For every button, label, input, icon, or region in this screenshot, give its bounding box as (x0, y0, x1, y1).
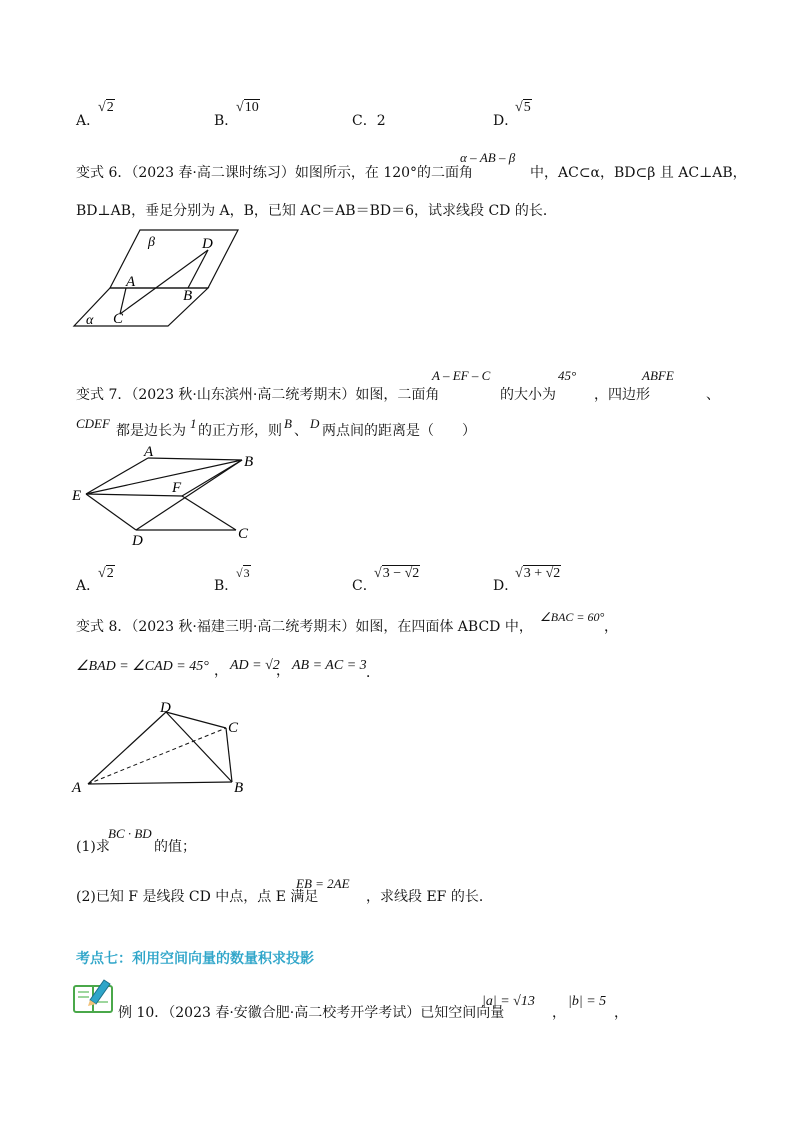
notebook-pencil-icon (72, 976, 114, 1016)
option-b: B． (214, 113, 239, 129)
example10-b-norm: |b| = 5 (568, 994, 607, 1009)
variant8-comma-b: ， (276, 663, 290, 679)
q1-expr: BC · BD (108, 826, 152, 841)
variant8-angles: ∠BAD = ∠CAD = 45° (76, 659, 209, 674)
option2-b: B． (214, 578, 239, 594)
variant6-figure (70, 222, 250, 332)
option2-c-value: √3 − √2 (374, 566, 420, 581)
option2-a: A． (76, 578, 101, 594)
option2-c: C． (352, 578, 377, 594)
variant6-mid: 中，AC⊂α，BD⊂β 且 AC⊥AB， (530, 165, 747, 181)
label-beta: β (148, 235, 155, 250)
variant7-comma: 、 (706, 387, 720, 403)
example10-tail: ， (614, 1005, 628, 1021)
variant7-d: D (310, 416, 320, 431)
label-D7: D (132, 533, 143, 549)
variant8-comma: ， (604, 619, 618, 635)
variant7-line2: 都是边长为 (116, 423, 186, 439)
q1-post: 的值； (154, 839, 196, 855)
option2-b-value: √3 (236, 566, 250, 580)
label-C: C (113, 311, 124, 327)
option-b-value: √10 (236, 100, 259, 115)
label-F7: F (172, 480, 182, 496)
label-A: A (126, 274, 136, 290)
variant6-line2: BD⊥AB，垂足分别为 A，B，已知 AC＝AB＝BD＝6，试求线段 CD 的长． (76, 203, 557, 219)
variant7-one: 1 (190, 416, 197, 431)
q2-expr: EB = 2AE (296, 876, 350, 891)
variant7-line2c: 两点间的距离是（ ） (322, 423, 476, 439)
option-d: D． (493, 113, 519, 129)
option-a: A． (76, 113, 101, 129)
label-C7: C (238, 526, 249, 542)
variant7-cdef: CDEF (76, 416, 110, 431)
label-A7: A (144, 444, 154, 460)
option-c: C．2 (352, 113, 386, 129)
label-B: B (183, 288, 193, 304)
example10-a-norm: |a| = √13 (482, 994, 535, 1009)
option-a-value: √2 (98, 100, 114, 115)
variant7-quad-text: ，四边形 (594, 387, 650, 403)
q1-pre: (1)求 (76, 839, 110, 855)
variant8-period: ． (366, 665, 380, 681)
q2-post: ，求线段 EF 的长． (366, 889, 493, 905)
variant7-lead: 变式 7．（2023 秋·山东滨州·高二统考期末）如图，二面角 (76, 387, 440, 403)
label-C8: C (228, 720, 239, 736)
variant8-bac: ∠BAC = 60° (540, 610, 605, 624)
variant7-b: B (284, 416, 292, 431)
variant8-lead: 变式 8．（2023 秋·福建三明·高二统考期末）如图，在四面体 ABCD 中， (76, 619, 533, 635)
variant7-sep: 、 (294, 423, 308, 439)
section-7-title: 考点七：利用空间向量的数量积求投影 (76, 951, 314, 967)
variant6-lead: 变式 6．（2023 春·高二课时练习）如图所示，在 120°的二面角 (76, 165, 474, 181)
label-D8: D (160, 700, 171, 716)
label-B7: B (244, 454, 254, 470)
variant7-quad: ABFE (642, 368, 674, 383)
variant7-size-text: 的大小为 (500, 387, 556, 403)
label-A8: A (72, 780, 82, 796)
label-B8: B (234, 780, 244, 796)
label-E7: E (72, 488, 82, 504)
variant8-abac: AB = AC = 3 (292, 658, 367, 673)
option2-a-value: √2 (98, 566, 114, 581)
example10-text: 例 10．（2023 春·安徽合肥·高二校考开学考试）已知空间向量 (118, 1005, 505, 1021)
label-D: D (202, 236, 213, 252)
variant8-ad: AD = √2 (230, 658, 280, 673)
example10-comma-mid: ， (552, 1005, 566, 1021)
option2-d: D． (493, 578, 519, 594)
variant7-figure (70, 444, 270, 550)
label-alpha: α (86, 313, 94, 328)
variant7-angle: 45° (558, 368, 577, 383)
variant6-dihedral: α – AB – β (460, 150, 516, 165)
variant7-line2b: 的正方形，则 (198, 423, 282, 439)
q2-pre: (2)已知 F 是线段 CD 中点，点 E 满足 (76, 889, 319, 905)
variant8-figure (70, 698, 250, 798)
variant7-dihedral: A – EF – C (432, 368, 491, 383)
option-d-value: √5 (515, 100, 531, 115)
option2-d-value: √3 + √2 (515, 566, 561, 581)
variant8-comma-a: ， (214, 663, 228, 679)
